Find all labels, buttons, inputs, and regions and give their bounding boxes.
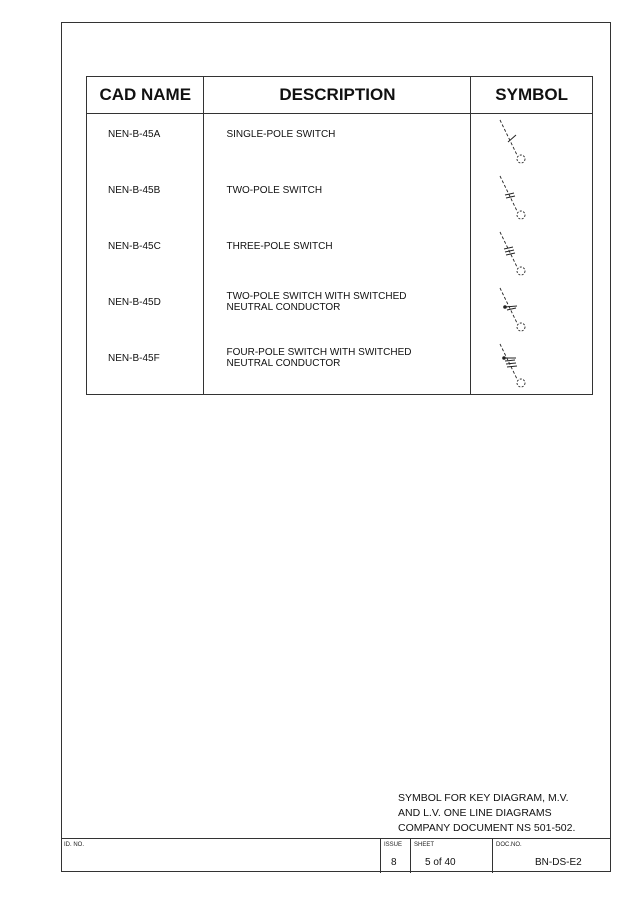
doc-no-label: DOC.NO. [496,842,522,848]
description-cell [204,226,471,282]
issue-label: ISSUE [384,842,403,848]
table-header-row [87,77,593,114]
cad-name-cell: NEN-B-45F [87,338,204,395]
description-line: SINGLE-POLE SWITCH [226,129,336,140]
description-cell [204,170,471,226]
description-line: THREE-POLE SWITCH [226,241,333,252]
description-cell [204,338,471,395]
symbol-cell [471,114,593,171]
sheet-label: SHEET [414,842,435,848]
two-pole-switch-symbol [497,173,537,223]
sheet-cell [410,839,493,873]
note-line: AND L.V. ONE LINE DIAGRAMS [398,807,552,819]
header-cad-name: CAD NAME [87,77,204,114]
symbol-cell [471,226,593,282]
description-cell [204,282,471,338]
three-pole-switch-symbol [497,229,537,279]
single-pole-switch-symbol [497,117,537,167]
symbol-cell [471,282,593,338]
description-line: TWO-POLE SWITCH [226,185,323,196]
header-description: DESCRIPTION [204,77,471,114]
doc-no-cell [492,839,612,873]
doc-no-value: BN-DS-E2 [535,857,582,868]
table-row [87,338,593,395]
id-no-label: ID. NO. [64,842,85,848]
symbol-cell [471,338,593,395]
title-block [61,838,611,873]
description-line: TWO-POLE SWITCH WITH SWITCHED [226,291,407,302]
two-pole-switched-neutral-symbol [497,285,537,335]
description-cell [204,114,471,171]
table-row [87,226,593,282]
description-line: NEUTRAL CONDUCTOR [226,358,341,369]
table-row [87,114,593,171]
issue-value: 8 [391,857,397,868]
cad-name-cell: NEN-B-45D [87,282,204,338]
description-line: FOUR-POLE SWITCH WITH SWITCHED [226,347,412,358]
note-line: COMPANY DOCUMENT NS 501-502. [398,822,576,834]
sheet-value: 5 of 40 [425,857,456,868]
table-row [87,170,593,226]
description-line: NEUTRAL CONDUCTOR [226,302,341,313]
cad-name-cell: NEN-B-45B [87,170,204,226]
header-symbol: SYMBOL [471,77,593,114]
table-row [87,282,593,338]
symbol-cell [471,170,593,226]
document-title-note [398,791,592,836]
issue-cell [380,839,411,873]
cad-name-cell: NEN-B-45A [87,114,204,171]
cad-name-cell: NEN-B-45C [87,226,204,282]
symbol-table [86,76,593,395]
note-line: SYMBOL FOR KEY DIAGRAM, M.V. [398,792,569,804]
four-pole-switched-neutral-symbol [497,341,537,391]
